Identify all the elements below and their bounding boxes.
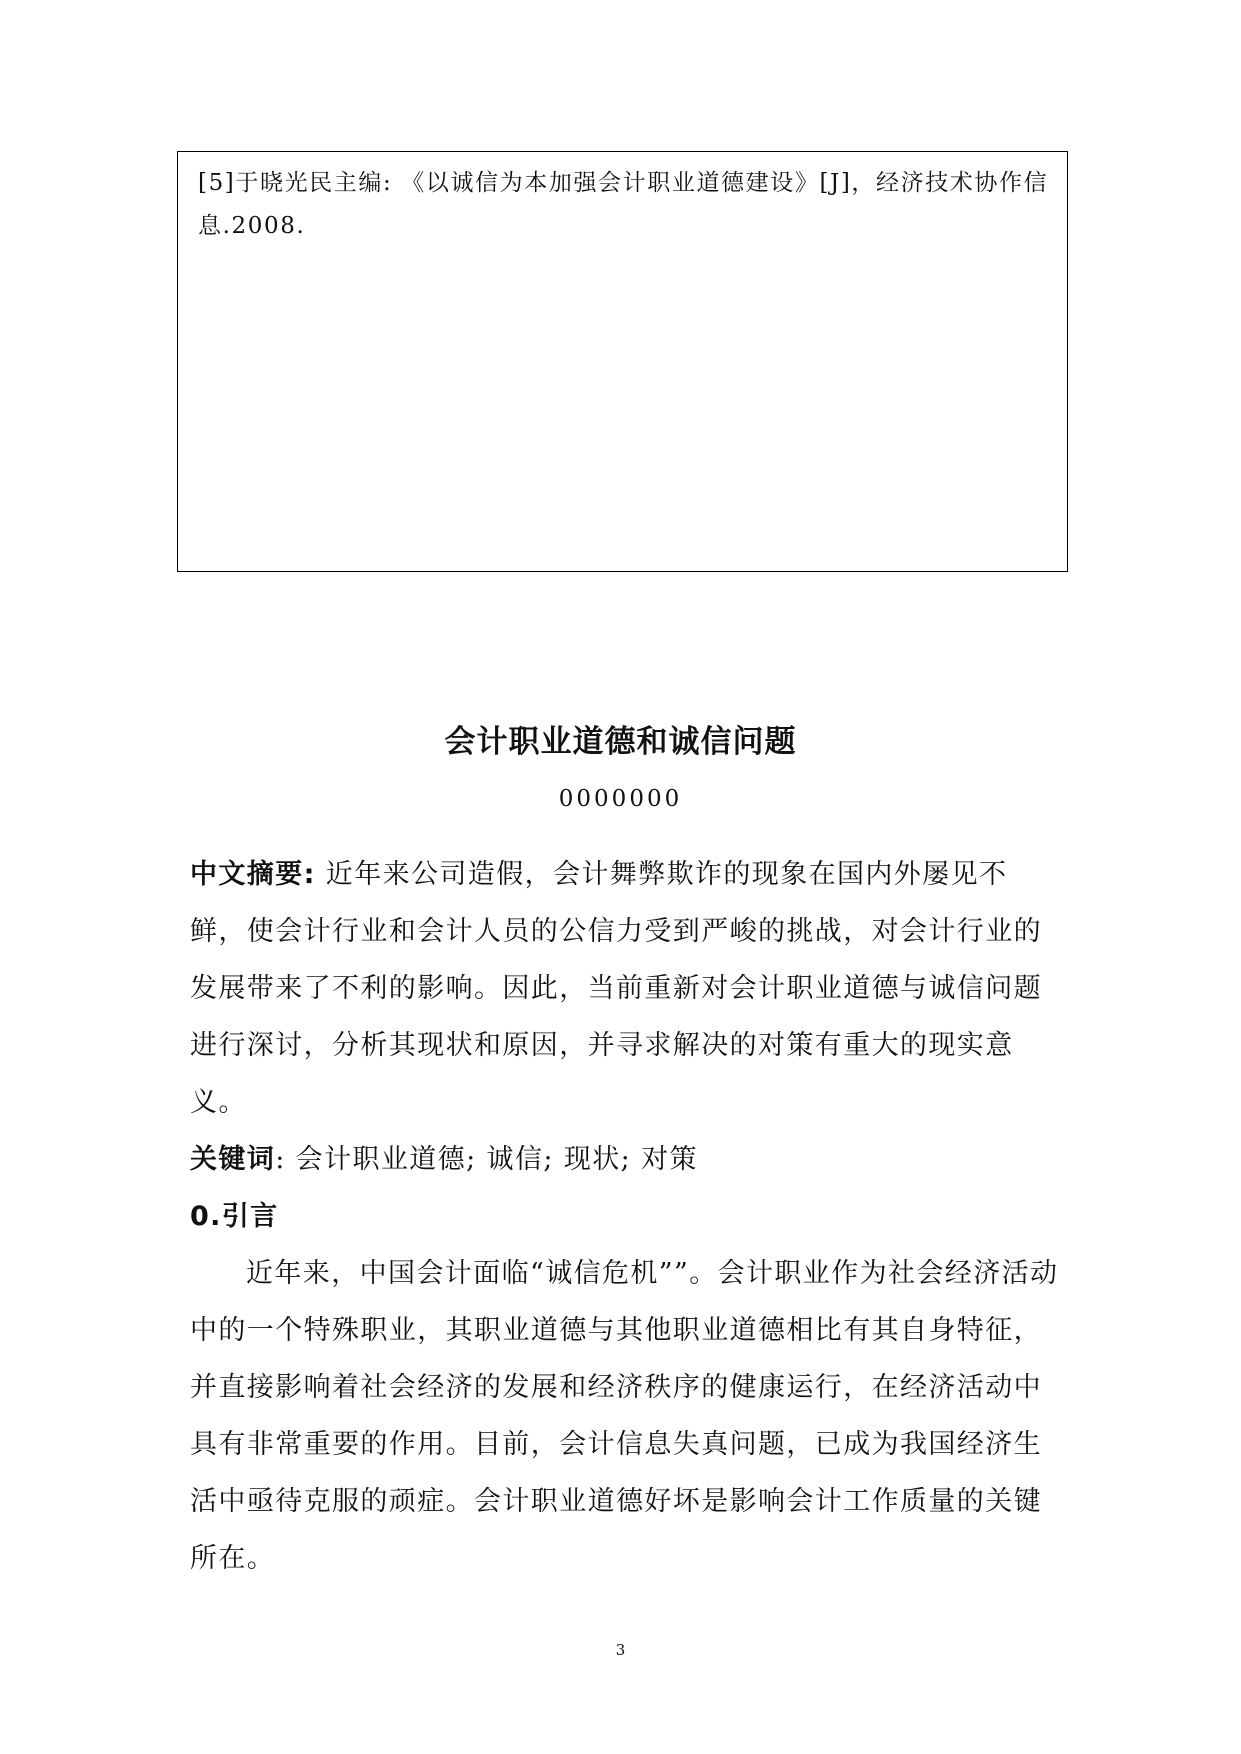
keywords-line bbox=[190, 1131, 1060, 1188]
abstract-label: 中文摘要: bbox=[190, 859, 316, 890]
reference-box bbox=[177, 151, 1068, 572]
abstract-text: 近年来公司造假，会计舞弊欺诈的现象在国内外屡见不鲜，使会计行业和会计人员的公信力受到严峻的挑战，对会计行业的发展带来了不利的影响。因此，当前重新对会计职业道德与诚信问题进行深讨，分析其现状和原因，并寻求解决的对策有重大的现实意义。 bbox=[190, 859, 1042, 1118]
abstract-paragraph bbox=[190, 846, 1060, 1131]
article-title: 会计职业道德和诚信问题 bbox=[444, 724, 797, 760]
author-id: 0000000 bbox=[558, 786, 683, 812]
keywords-label: 关键词 bbox=[190, 1144, 276, 1175]
keywords-text: : 会计职业道德; 诚信; 现状; 对策 bbox=[275, 1144, 698, 1175]
reference-text: [5]于晓光民主编: 《以诚信为本加强会计职业道德建设》[J]，经济技术协作信息.2008. bbox=[198, 170, 1049, 239]
page-number: 3 bbox=[615, 1641, 626, 1659]
section-heading: 0.引言 bbox=[190, 1201, 279, 1232]
article-body bbox=[190, 846, 1060, 1587]
intro-paragraph: 近年来，中国会计面临“诚信危机””。会计职业作为社会经济活动中的一个特殊职业，其职业道德与其他职业道德相比有其自身特征，并直接影响着社会经济的发展和经济秩序的健康运行，在经济活动中具有非常重要的作用。目前，会计信息失真问题，已成为我国经济生活中亟待克服的顽症。会计职业道德好坏是影响会计工作质量的关键所在。 bbox=[190, 1258, 1059, 1574]
